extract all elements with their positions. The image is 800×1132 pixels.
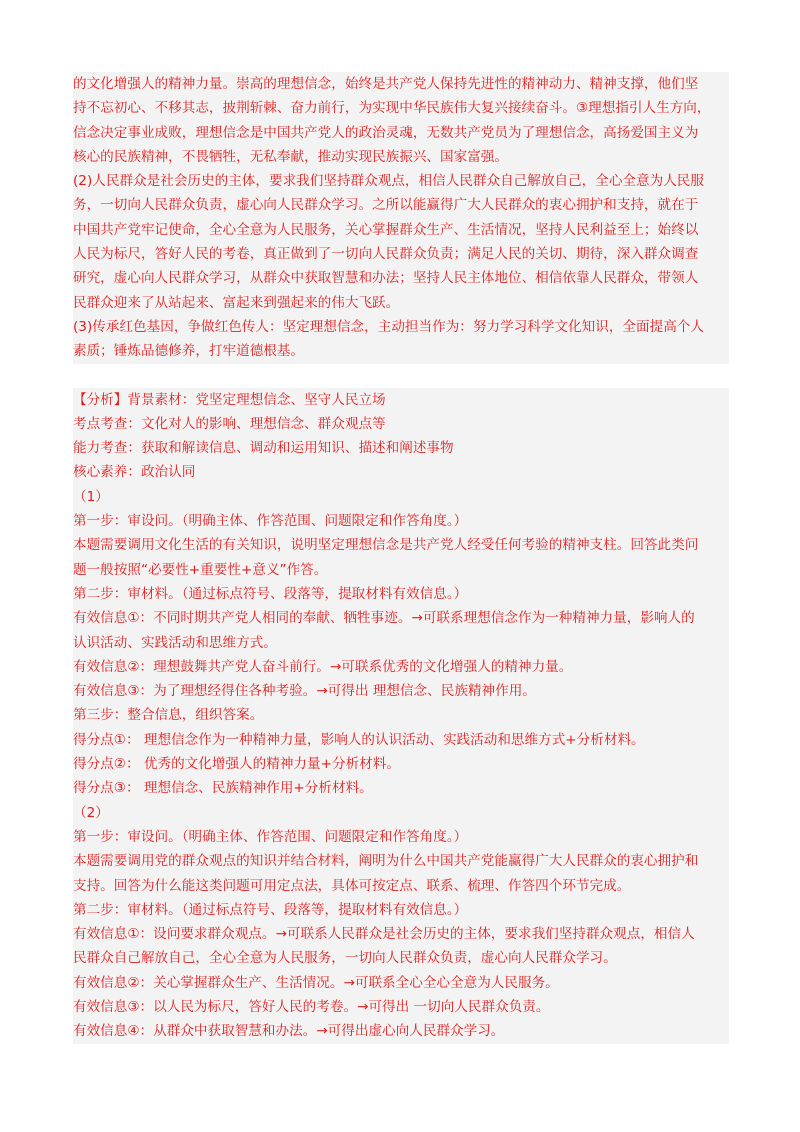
answer-line: 的文化增强人的精神力量。崇高的理想信念，始终是共产党人保持先进性的精神动力、精神支撑，他们坚 — [73, 76, 699, 92]
analysis-line: 得分点①： 理想信念作为一种精神力量，影响人的认识活动、实践活动和思维方式+分析材料。 — [73, 731, 645, 748]
analysis-line: 有效信息④：从群众中获取智慧和办法。→可得出虚心向人民群众学习。 — [73, 1023, 505, 1040]
page-content — [73, 72, 729, 1044]
analysis-line: 第二步：审材料。（通过标点符号、段落等，提取材料有效信息。） — [73, 585, 468, 602]
analysis-line: 第三步：整合信息，组织答案。 — [73, 707, 264, 724]
analysis-line: 能力考查：获取和解读信息、调动和运用知识、描述和阐述事物 — [73, 440, 454, 457]
analysis-line: 认识活动、实践活动和思维方式。 — [73, 634, 277, 651]
answer-line: (2)人民群众是社会历史的主体，要求我们坚持群众观点，相信人民群众自己解放自己，全心全意为人民服 — [73, 173, 704, 190]
analysis-line: 有效信息①：不同时期共产党人相同的奉献、牺牲事迹。→可联系理想信念作为一种精神力量，影响人的 — [73, 610, 695, 627]
analysis-line: 得分点②： 优秀的文化增强人的精神力量+分析材料。 — [73, 756, 400, 773]
analysis-line: 民群众自己解放自己，全心全意为人民服务，一切向人民群众负责，虚心向人民群众学习。 — [73, 950, 617, 967]
answer-line: 信念决定事业成败，理想信念是中国共产党人的政治灵魂，无数共产党员为了理想信念，高扬爱国主义为 — [73, 124, 699, 141]
answer-line: 中国共产党牢记使命，全心全意为人民服务，关心掌握群众生产、生活情况，坚持人民利益至上；始终以 — [73, 221, 699, 238]
analysis-line: 第一步：审设问。（明确主体、作答范围、问题限定和作答角度。） — [73, 513, 468, 530]
answer-line: 素质；锤炼品德修养，打牢道德根基。 — [73, 343, 305, 360]
answer-line: 持不忘初心、不移其志，披荆斩棘、奋力前行，为实现中华民族伟大复兴接续奋斗。③理想指引人生方向， — [73, 100, 711, 117]
analysis-line: 得分点③： 理想信念、民族精神作用+分析材料。 — [73, 780, 373, 797]
analysis-line: 支持。回答为什么能这类问题可用定点法，具体可按定点、联系、梳理、作答四个环节完成。 — [73, 877, 631, 894]
analysis-line: 有效信息②：理想鼓舞共产党人奋斗前行。→可联系优秀的文化增强人的精神力量。 — [73, 658, 573, 675]
analysis-line: 核心素养：政治认同 — [73, 464, 196, 481]
analysis-section — [73, 388, 729, 1044]
answer-line: (3)传承红色基因，争做红色传人：坚定理想信念，主动担当作为：努力学习科学文化知识，全面提高个人 — [73, 318, 704, 335]
analysis-line: 有效信息③：以人民为标尺，答好人民的考卷。→可得出 一切向人民群众负责。 — [73, 998, 550, 1015]
answer-line: 核心的民族精神，不畏牺牲，无私奉献，推动实现民族振兴、国家富强。 — [73, 148, 508, 165]
answer-line: 人民为标尺，答好人民的考卷，真正做到了一切向人民群众负责；满足人民的关切、期待，深入群众调查 — [73, 246, 699, 263]
section-gap — [73, 364, 729, 388]
analysis-line: 有效信息①：设问要求群众观点。→可联系人民群众是社会历史的主体，要求我们坚持群众观点，相信人 — [73, 926, 695, 943]
analysis-line: 有效信息②：关心掌握群众生产、生活情况。→可联系全心全心全意为人民服务。 — [73, 974, 559, 991]
question-number: （2） — [73, 804, 109, 821]
analysis-line: 题一般按照“必要性+重要性+意义”作答。 — [73, 561, 328, 578]
question-number: （1） — [73, 488, 109, 505]
analysis-heading: 【分析】背景素材：党坚定理想信念、坚守人民立场 — [73, 391, 386, 408]
answer-line: 务，一切向人民群众负责，虚心向人民群众学习。之所以能赢得广大人民群众的衷心拥护和支持，就在于 — [73, 197, 699, 214]
analysis-line: 第一步：审设问。（明确主体、作答范围、问题限定和作答角度。） — [73, 828, 468, 845]
answer-section — [73, 72, 729, 364]
analysis-line: 第二步：审材料。（通过标点符号、段落等，提取材料有效信息。） — [73, 901, 468, 918]
analysis-line: 本题需要调用文化生活的有关知识，说明坚定理想信念是共产党人经受任何考验的精神支柱。回答此类问 — [73, 537, 699, 554]
analysis-line: 有效信息③：为了理想经得住各种考验。→可得出 理想信念、民族精神作用。 — [73, 683, 536, 700]
answer-line: 民群众迎来了从站起来、富起来到强起来的伟大飞跃。 — [73, 294, 400, 311]
analysis-line: 考点考查：文化对人的影响、理想信念、群众观点等 — [73, 415, 386, 432]
answer-line: 研究，虚心向人民群众学习，从群众中获取智慧和办法；坚持人民主体地位、相信依靠人民群众，带领人 — [73, 270, 699, 287]
analysis-line: 本题需要调用党的群众观点的知识并结合材料，阐明为什么中国共产党能赢得广大人民群众的衷心拥护和 — [73, 853, 699, 870]
